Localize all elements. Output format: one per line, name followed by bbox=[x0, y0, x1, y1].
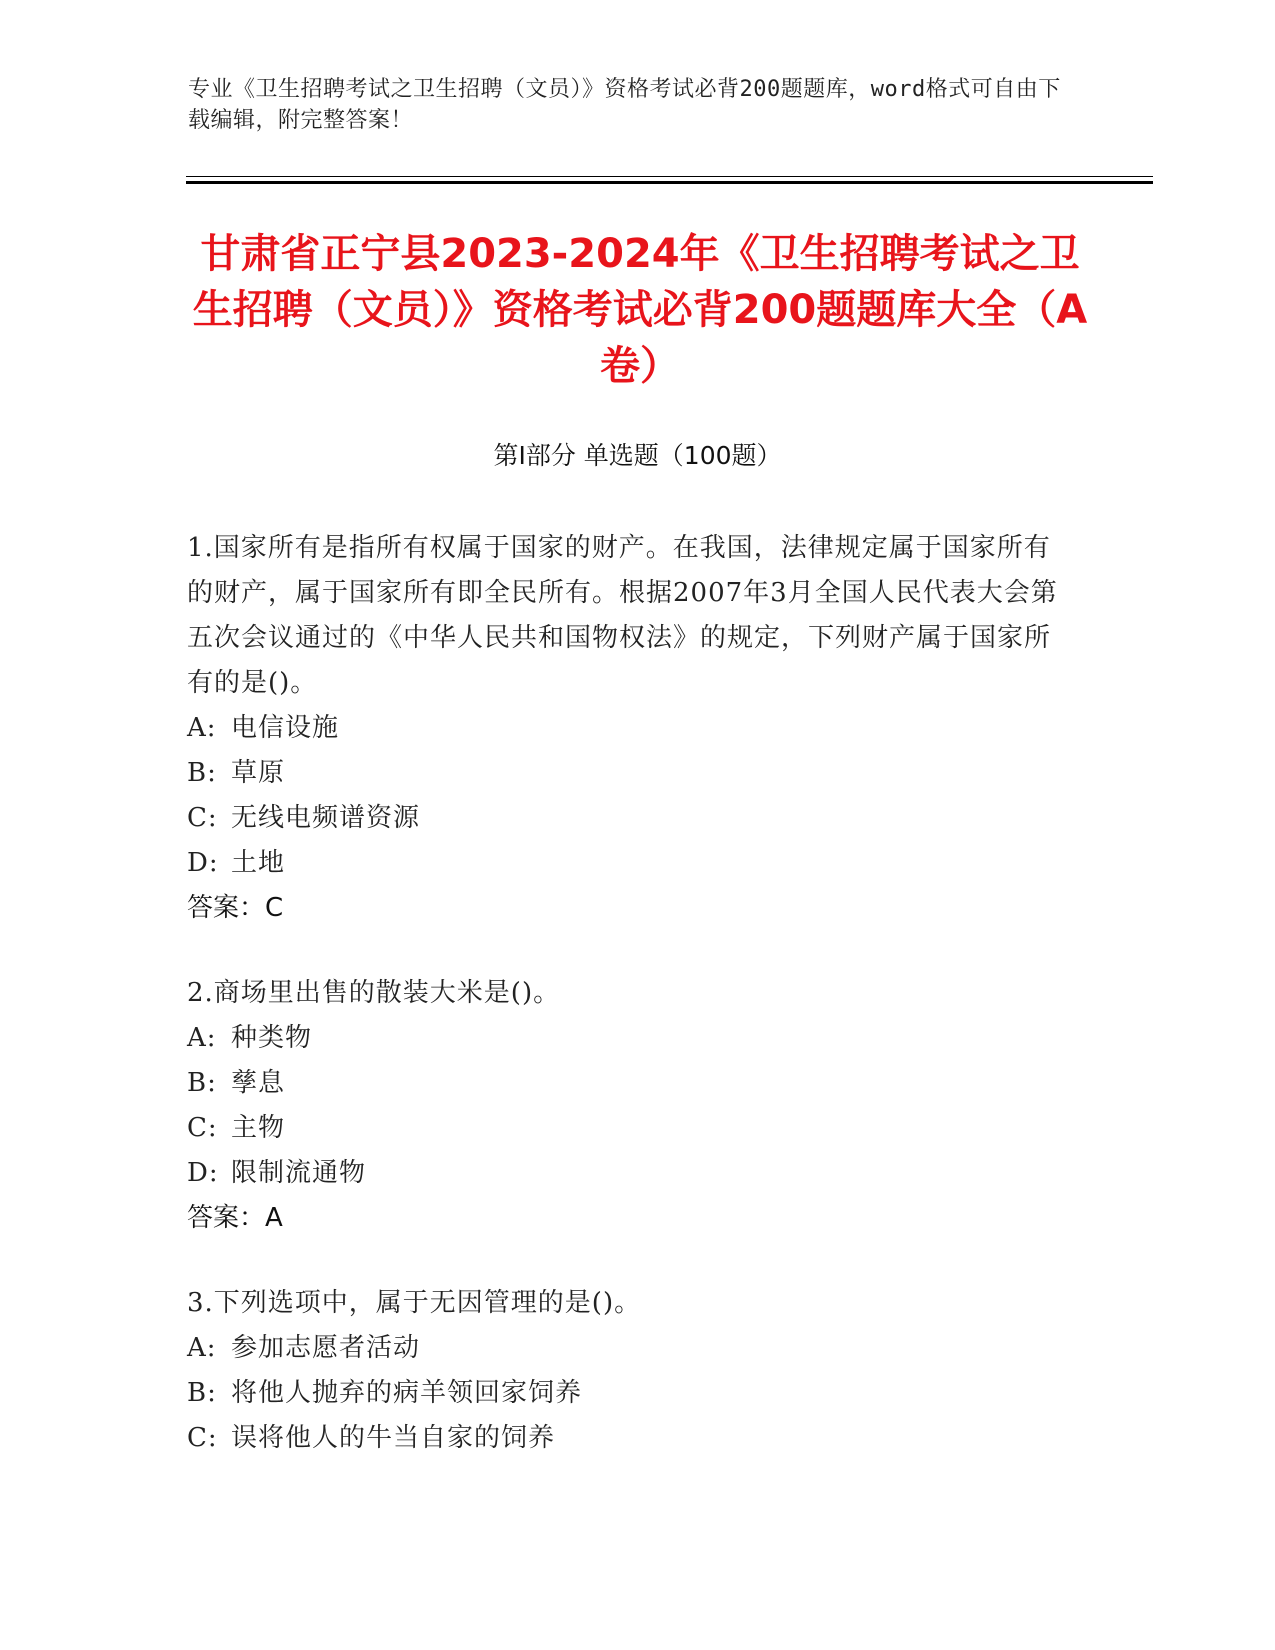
answer-option-b bbox=[187, 751, 1077, 796]
answer-option-c bbox=[187, 796, 1077, 841]
option-text: 草原 bbox=[231, 758, 286, 788]
option-text: 土地 bbox=[231, 848, 286, 878]
option-key: B: bbox=[187, 758, 217, 788]
question-item bbox=[187, 971, 1077, 1241]
option-text: 孳息 bbox=[231, 1068, 286, 1098]
option-key: A: bbox=[187, 1333, 217, 1363]
option-key: B: bbox=[187, 1068, 217, 1098]
option-text: 电信设施 bbox=[231, 713, 340, 743]
option-key: A: bbox=[187, 1023, 217, 1053]
header-divider-thick bbox=[186, 181, 1153, 184]
answer-option-c bbox=[187, 1106, 1077, 1151]
answer-option-b bbox=[187, 1061, 1077, 1106]
answer-key: 答案：C bbox=[187, 893, 284, 923]
option-key: C: bbox=[187, 1113, 218, 1143]
option-key: D: bbox=[187, 1158, 219, 1188]
option-key: D: bbox=[187, 848, 219, 878]
option-text: 将他人抛弃的病羊领回家饲养 bbox=[231, 1378, 583, 1408]
option-text: 限制流通物 bbox=[231, 1158, 367, 1188]
answer-option-d bbox=[187, 841, 1077, 886]
answer-option-c bbox=[187, 1416, 1077, 1461]
option-text: 主物 bbox=[231, 1113, 286, 1143]
option-key: A: bbox=[187, 713, 217, 743]
section-title: 第Ⅰ部分 单选题（100题） bbox=[493, 441, 782, 470]
option-key: B: bbox=[187, 1378, 217, 1408]
question-list bbox=[187, 526, 1077, 1501]
header-divider-thin bbox=[186, 176, 1153, 177]
answer-option-a bbox=[187, 706, 1077, 751]
option-key: C: bbox=[187, 1423, 218, 1453]
option-text: 无线电频谱资源 bbox=[231, 803, 421, 833]
answer-key: 答案：A bbox=[187, 1203, 283, 1233]
answer-option-b bbox=[187, 1371, 1077, 1416]
document-title: 甘肃省正宁县2023-2024年《卫生招聘考试之卫生招聘（文员）》资格考试必背200题题库大全（A卷） bbox=[192, 231, 1088, 389]
header-note: 专业《卫生招聘考试之卫生招聘（文员）》资格考试必背200题题库，word格式可自由下载编辑，附完整答案！ bbox=[188, 77, 1061, 133]
question-stem: 2.商场里出售的散装大米是()。 bbox=[187, 978, 561, 1008]
option-text: 误将他人的牛当自家的饲养 bbox=[231, 1423, 556, 1453]
option-text: 种类物 bbox=[231, 1023, 313, 1053]
answer-option-a bbox=[187, 1326, 1077, 1371]
question-stem: 1.国家所有是指所有权属于国家的财产。在我国，法律规定属于国家所有的财产，属于国家所有即全民所有。根据2007年3月全国人民代表大会第五次会议通过的《中华人民共和国物权法》的规定，下列财产属于国家所有的是()。 bbox=[187, 533, 1058, 698]
answer-option-a bbox=[187, 1016, 1077, 1061]
option-key: C: bbox=[187, 803, 218, 833]
question-item bbox=[187, 1281, 1077, 1461]
answer-option-d bbox=[187, 1151, 1077, 1196]
question-stem: 3.下列选项中，属于无因管理的是()。 bbox=[187, 1288, 642, 1318]
option-text: 参加志愿者活动 bbox=[231, 1333, 421, 1363]
question-item bbox=[187, 526, 1077, 931]
